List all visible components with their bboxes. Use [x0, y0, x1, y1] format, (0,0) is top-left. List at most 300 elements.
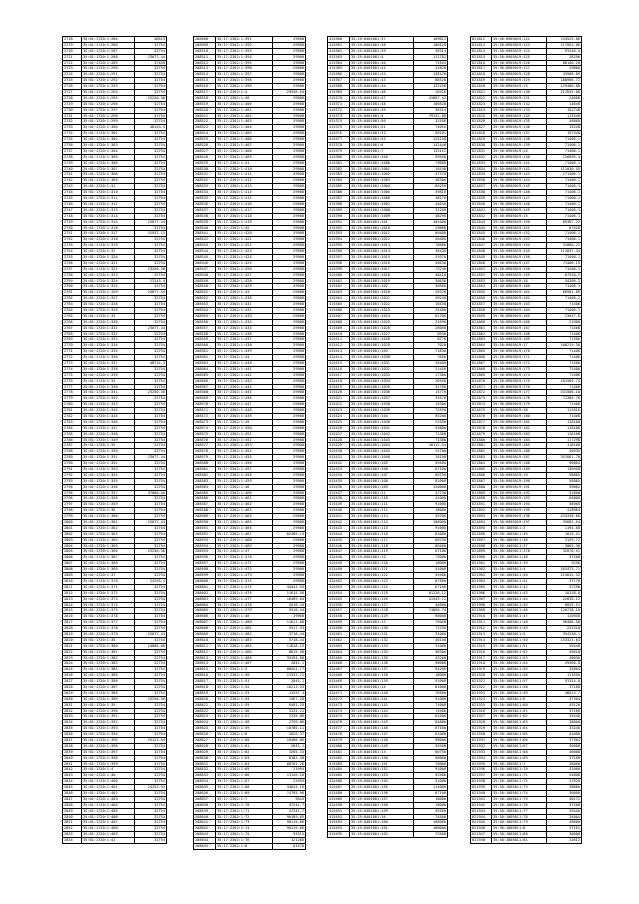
cadastral-value-cell: 29908	[273, 549, 306, 555]
cadastral-number-cell: 35:30:0905019:125	[492, 54, 547, 60]
cadastral-value-cell: 222310	[547, 626, 582, 632]
cadastral-number-cell: 35:30:0905019:126	[492, 60, 547, 66]
row-number-cell: 621812	[471, 37, 492, 43]
row-number-cell: 415483	[328, 761, 350, 767]
row-number-cell: 2788	[63, 449, 82, 455]
row-number-cell: 621898	[471, 543, 492, 549]
cadastral-value-cell: 32754	[135, 443, 167, 449]
cadastral-number-cell: 35:30:1005011:378	[492, 549, 547, 555]
cadastral-value-cell: 29908	[273, 48, 306, 54]
cadastral-value-cell: 32754	[135, 402, 167, 408]
row-number-cell: 2844	[63, 779, 82, 785]
cadastral-value-cell: 71406	[547, 372, 582, 378]
cadastral-value-cell: 29908	[273, 490, 306, 496]
row-number-cell: 2775	[63, 372, 82, 378]
row-number-cell: 2853	[63, 832, 82, 838]
cadastral-number-cell: 35:25:0401001:5	[350, 113, 414, 119]
cadastral-value-cell: 74500	[414, 814, 448, 820]
cadastral-number-cell: 35:17:2302:1:480	[216, 620, 273, 626]
cadastral-number-cell: 35:25:0401001:127	[350, 602, 414, 608]
row-number-cell: 415380	[328, 154, 350, 160]
cadastral-number-cell: 35:30:0905019:146	[492, 190, 547, 196]
row-number-cell: 2731	[63, 113, 82, 119]
row-number-cell: 2821	[63, 643, 82, 649]
cadastral-number-cell: 35:30:0905019:132	[492, 101, 547, 107]
row-number-cell: 621905	[471, 584, 492, 590]
row-number-cell: 621940	[471, 791, 492, 797]
cadastral-number-cell: 35:30:1005011:50	[492, 637, 547, 643]
cadastral-value-cell: 48515	[135, 37, 167, 43]
row-number-cell: 2728	[63, 95, 82, 101]
cadastral-number-cell: 35:17:2302:1:393	[216, 48, 273, 54]
row-number-cell: 621858	[471, 307, 492, 313]
row-number-cell: 208582	[194, 472, 216, 478]
cadastral-value-cell: 91000	[414, 679, 448, 685]
cadastral-number-cell: 35:01:1720:1:397	[82, 749, 135, 755]
cadastral-number-cell: 35:30:1005011:40	[492, 573, 547, 579]
cadastral-value-cell: 32754	[135, 213, 167, 219]
cadastral-number-cell: 35:01:1720:1:364	[82, 537, 135, 543]
cadastral-value-cell: 32754	[135, 720, 167, 726]
cadastral-value-cell: 67520	[547, 225, 582, 231]
row-number-cell: 208594	[194, 543, 216, 549]
cadastral-value-cell: 23250.36	[135, 696, 167, 702]
row-number-cell: 415381	[328, 160, 350, 166]
cadastral-number-cell: 35:30:1005011:51	[492, 643, 547, 649]
cadastral-number-cell: 35:17:2302:1:62	[216, 749, 273, 755]
cadastral-number-cell: 35:25:0401001:119	[350, 549, 414, 555]
cadastral-number-cell: 35:17:2302:1:477	[216, 596, 273, 602]
cadastral-number-cell: 35:01:1720:1:299	[82, 119, 135, 125]
row-number-cell: 2734	[63, 131, 82, 137]
row-number-cell: 2796	[63, 496, 82, 502]
row-number-cell: 415382	[328, 166, 350, 172]
cadastral-number-cell: 35:17:2302:1:391	[216, 37, 273, 43]
cadastral-number-cell: 35:30:1005011:46	[492, 608, 547, 614]
cadastral-number-cell: 35:25:0401001:146	[350, 726, 414, 732]
row-number-cell: 415374	[328, 119, 350, 125]
cadastral-value-cell: 29908	[273, 455, 306, 461]
cadastral-number-cell: 35:30:0905019:184	[492, 437, 547, 443]
row-number-cell: 2832	[63, 708, 82, 714]
row-number-cell: 2834	[63, 720, 82, 726]
row-number-cell: 208567	[194, 384, 216, 390]
cadastral-value-cell: 120000	[414, 484, 448, 490]
cadastral-value-cell: 11611.08	[273, 620, 306, 626]
cadastral-value-cell: 8182.38	[273, 755, 306, 761]
row-number-cell: 2851	[63, 820, 82, 826]
row-number-cell: 208640	[194, 814, 216, 820]
cadastral-number-cell: 35:25:0401001:126	[350, 596, 414, 602]
cadastral-number-cell: 35:17:2302:1:430	[216, 296, 273, 302]
cadastral-value-cell: 29908	[273, 525, 306, 531]
cadastral-value-cell: 29908	[273, 225, 306, 231]
row-number-cell: 208559	[194, 337, 216, 343]
row-number-cell: 415431	[328, 455, 350, 461]
cadastral-number-cell: 35:25:0401001:1038	[350, 402, 414, 408]
row-number-cell: 621817	[471, 66, 492, 72]
row-number-cell: 415417	[328, 372, 350, 378]
cadastral-value-cell: 118108	[547, 425, 582, 431]
row-number-cell: 208543	[194, 243, 216, 249]
cadastral-value-cell: 51800	[547, 490, 582, 496]
cadastral-number-cell: 35:30:0905019:187	[492, 455, 547, 461]
row-number-cell: 208615	[194, 667, 216, 673]
cadastral-number-cell: 35:17:2302:1:46	[216, 484, 273, 490]
row-number-cell: 415488	[328, 791, 350, 797]
row-number-cell: 415377	[328, 137, 350, 143]
cadastral-value-cell: 32754	[135, 90, 167, 96]
cadastral-value-cell: 37200	[547, 802, 582, 808]
cadastral-value-cell: 18000	[414, 673, 448, 679]
cadastral-value-cell: 57298	[547, 584, 582, 590]
row-number-cell: 415405	[328, 302, 350, 308]
cadastral-value-cell: 123158	[414, 137, 448, 143]
cadastral-value-cell: 32754	[135, 820, 167, 826]
cadastral-number-cell: 35:01:1720:1:320	[82, 254, 135, 260]
cadastral-number-cell: 35:17:2302:1:469	[216, 543, 273, 549]
cadastral-number-cell: 35:17:2302:1:461	[216, 496, 273, 502]
cadastral-number-cell: 35:25:0401001:135	[350, 655, 414, 661]
cadastral-value-cell: 115642.32	[547, 573, 582, 579]
cadastral-number-cell: 35:17:2302:1:432	[216, 307, 273, 313]
row-number-cell: 415414	[328, 355, 350, 361]
cadastral-value-cell: 36630	[414, 260, 448, 266]
cadastral-value-cell: 29908	[273, 243, 306, 249]
cadastral-number-cell: 35:30:0905019:144	[492, 178, 547, 184]
cadastral-number-cell: 35:30:0905019:180	[492, 414, 547, 420]
row-number-cell: 2762	[63, 296, 82, 302]
row-number-cell: 2806	[63, 555, 82, 561]
cadastral-number-cell: 35:25:0401001:13	[350, 620, 414, 626]
cadastral-number-cell: 35:01:1720:1:289	[82, 60, 135, 66]
cadastral-value-cell: 61578	[273, 844, 306, 850]
cadastral-value-cell: 71380	[414, 431, 448, 437]
cadastral-number-cell: 35:25:0401001:1022	[350, 302, 414, 308]
cadastral-number-cell: 35:17:2302:1:454	[216, 449, 273, 455]
row-number-cell: 415447	[328, 549, 350, 555]
cadastral-number-cell: 35:30:1005011:35	[492, 531, 547, 537]
row-number-cell: 415455	[328, 596, 350, 602]
row-number-cell: 208537	[194, 207, 216, 213]
cadastral-number-cell: 35:01:1720:1:360	[82, 514, 135, 520]
cadastral-number-cell: 35:25:0401001:4	[350, 54, 414, 60]
cadastral-value-cell: 58885	[547, 478, 582, 484]
row-number-cell: 2719	[63, 42, 82, 48]
cadastral-number-cell: 35:25:0401001:160	[350, 820, 414, 826]
cadastral-value-cell: 32754	[135, 514, 167, 520]
cadastral-number-cell: 35:30:1005011:75	[492, 796, 547, 802]
cadastral-number-cell: 35:25:0401001:116	[350, 531, 414, 537]
cadastral-number-cell: 35:17:2302:1:456	[216, 461, 273, 467]
cadastral-number-cell: 35:25:0401001:43	[350, 78, 414, 84]
cadastral-value-cell: 80541.77	[273, 667, 306, 673]
cadastral-number-cell: 35:25:0401001:40	[350, 60, 414, 66]
cadastral-value-cell: 40100	[414, 637, 448, 643]
cadastral-number-cell: 35:30:0905019:151	[492, 225, 547, 231]
cadastral-number-cell: 35:17:2302:1:420	[216, 231, 273, 237]
cadastral-value-cell: 29908	[273, 307, 306, 313]
cadastral-value-cell: 79132.88	[414, 113, 448, 119]
cadastral-number-cell: 35:17:2302:1:433	[216, 313, 273, 319]
cadastral-number-cell: 35:30:1005011:68	[492, 749, 547, 755]
cadastral-number-cell: 35:17:2302:1:468	[216, 537, 273, 543]
row-number-cell: 415451	[328, 573, 350, 579]
cadastral-value-cell: 32754	[135, 313, 167, 319]
row-number-cell: 208530	[194, 166, 216, 172]
cadastral-value-cell: 26460	[414, 237, 448, 243]
cadastral-number-cell: 35:01:1720:1:37	[82, 573, 135, 579]
cadastral-value-cell: 29908	[273, 484, 306, 490]
row-number-cell: 208560	[194, 343, 216, 349]
row-number-cell: 415457	[328, 608, 350, 614]
cadastral-value-cell: 3265.33	[273, 749, 306, 755]
cadastral-value-cell: 58000	[414, 755, 448, 761]
row-number-cell: 208551	[194, 290, 216, 296]
cadastral-number-cell: 35:30:0905019:16	[492, 278, 547, 284]
cadastral-number-cell: 35:01:1720:1:349	[82, 437, 135, 443]
cadastral-value-cell: 32754	[135, 537, 167, 543]
row-number-cell: 621870	[471, 378, 492, 384]
row-number-cell: 208550	[194, 284, 216, 290]
row-number-cell: 208512	[194, 60, 216, 66]
row-number-cell: 2784	[63, 425, 82, 431]
cadastral-number-cell: 35:25:0401001:1000	[350, 160, 414, 166]
cadastral-value-cell: 82489.14	[273, 531, 306, 537]
cadastral-number-cell: 35:30:0905019:176	[492, 384, 547, 390]
cadastral-value-cell: 32754	[135, 496, 167, 502]
cadastral-value-cell: 59882	[547, 484, 582, 490]
cadastral-number-cell: 35:17:2302:1:395	[216, 60, 273, 66]
cadastral-value-cell: 28000	[547, 761, 582, 767]
cadastral-value-cell: 21994	[273, 767, 306, 773]
row-number-cell: 2754	[63, 249, 82, 255]
cadastral-value-cell: 29908	[273, 366, 306, 372]
cadastral-value-cell: 21900	[547, 319, 582, 325]
row-number-cell: 415492	[328, 814, 350, 820]
cadastral-number-cell: 35:30:1005011:6	[492, 696, 547, 702]
cadastral-value-cell: 32754	[135, 773, 167, 779]
cadastral-value-cell: 29908	[273, 461, 306, 467]
cadastral-number-cell: 35:17:2302:1:467	[216, 531, 273, 537]
cadastral-number-cell: 35:17:2302:1:419	[216, 219, 273, 225]
cadastral-value-cell: 29908	[273, 384, 306, 390]
cadastral-value-cell: 29908	[273, 72, 306, 78]
cadastral-number-cell: 35:17:2302:1:69	[216, 791, 273, 797]
cadastral-number-cell: 35:25:0401001:11	[350, 490, 414, 496]
row-number-cell: 415486	[328, 779, 350, 785]
cadastral-value-cell: 71406	[547, 366, 582, 372]
cadastral-number-cell: 35:30:0905019:14	[492, 148, 547, 154]
cadastral-number-cell: 35:25:0401001:124	[350, 584, 414, 590]
cadastral-value-cell: 29908	[273, 166, 306, 172]
cadastral-value-cell: 152748	[547, 107, 582, 113]
row-number-cell: 208552	[194, 296, 216, 302]
row-number-cell: 208556	[194, 319, 216, 325]
row-number-cell: 2723	[63, 66, 82, 72]
cadastral-number-cell: 35:25:0401001:122	[350, 573, 414, 579]
cadastral-value-cell: 36000	[547, 743, 582, 749]
row-number-cell: 621931	[471, 737, 492, 743]
cadastral-value-cell: 24888.66	[135, 643, 167, 649]
cadastral-value-cell: 29908	[273, 520, 306, 526]
cadastral-number-cell: 35:01:1720:1:365	[82, 543, 135, 549]
cadastral-value-cell: 29908	[273, 378, 306, 384]
cadastral-value-cell: 23077.44	[135, 290, 167, 296]
row-number-cell: 208627	[194, 737, 216, 743]
row-number-cell: 208532	[194, 178, 216, 184]
cadastral-number-cell: 35:25:0401001:139	[350, 679, 414, 685]
cadastral-number-cell: 35:01:1720:1:401	[82, 785, 135, 791]
cadastral-value-cell: 29908	[273, 95, 306, 101]
cadastral-value-cell: 100219.36	[547, 343, 582, 349]
cadastral-value-cell: 29908	[273, 249, 306, 255]
cadastral-number-cell: 35:01:1720:1:339	[82, 372, 135, 378]
cadastral-value-cell: 90101	[414, 131, 448, 137]
cadastral-value-cell: 26050	[414, 325, 448, 331]
cadastral-number-cell: 35:30:0905019:182	[492, 425, 547, 431]
cadastral-value-cell: 23077.44	[135, 54, 167, 60]
row-number-cell: 415410	[328, 331, 350, 337]
cadastral-number-cell: 35:01:1720:1:287	[82, 48, 135, 54]
row-number-cell: 2771	[63, 349, 82, 355]
row-number-cell: 621844	[471, 225, 492, 231]
cadastral-number-cell: 35:25:0401001:1028	[350, 337, 414, 343]
row-number-cell: 208606	[194, 614, 216, 620]
row-number-cell: 208522	[194, 119, 216, 125]
cadastral-value-cell: 28318	[414, 90, 448, 96]
cadastral-value-cell: 29908	[273, 319, 306, 325]
cadastral-number-cell: 35:25:0401001:1026	[350, 325, 414, 331]
cadastral-number-cell: 35:30:0905019:128	[492, 72, 547, 78]
cadastral-value-cell: 71406.1	[547, 266, 582, 272]
cadastral-value-cell: 117052.06	[547, 42, 582, 48]
cadastral-number-cell: 35:25:0401001:100	[350, 154, 414, 160]
row-number-cell: 2743	[63, 184, 82, 190]
row-number-cell: 208541	[194, 231, 216, 237]
row-number-cell: 208557	[194, 325, 216, 331]
cadastral-value-cell: 29908	[273, 372, 306, 378]
cadastral-value-cell: 95200	[414, 414, 448, 420]
cadastral-value-cell: 32754	[135, 779, 167, 785]
row-number-cell: 2847	[63, 796, 82, 802]
cadastral-number-cell: 35:25:0401001:131	[350, 631, 414, 637]
cadastral-number-cell: 35:17:2302:1:416	[216, 201, 273, 207]
cadastral-value-cell: 55440	[547, 643, 582, 649]
cadastral-number-cell: 35:01:1720:1:338	[82, 366, 135, 372]
cadastral-value-cell: 13126.16	[273, 773, 306, 779]
row-number-cell: 415423	[328, 408, 350, 414]
cadastral-value-cell: 29908	[273, 219, 306, 225]
cadastral-value-cell: 48030	[547, 655, 582, 661]
cadastral-value-cell: 94200	[414, 667, 448, 673]
cadastral-value-cell: 29908	[273, 331, 306, 337]
cadastral-number-cell: 35:25:0401001:1020	[350, 290, 414, 296]
cadastral-number-cell: 35:25:0401001:1039	[350, 408, 414, 414]
cadastral-value-cell: 58985	[547, 502, 582, 508]
row-number-cell: 621833	[471, 160, 492, 166]
row-number-cell: 208564	[194, 366, 216, 372]
cadastral-number-cell: 35:01:1720:1:370	[82, 578, 135, 584]
cadastral-number-cell: 35:17:2302:1:410	[216, 166, 273, 172]
cadastral-value-cell: 60750	[414, 749, 448, 755]
cadastral-number-cell: 35:25:0401001:6	[350, 143, 414, 149]
row-number-cell: 415393	[328, 231, 350, 237]
cadastral-value-cell: 41807.42	[414, 95, 448, 101]
cadastral-number-cell: 35:17:2302:1:428	[216, 278, 273, 284]
cadastral-number-cell: 35:17:2302:1:50	[216, 673, 273, 679]
cadastral-number-cell: 35:25:0401001:1030	[350, 355, 414, 361]
cadastral-number-cell: 35:25:0401001:132	[350, 637, 414, 643]
cadastral-value-cell: 34200.3	[547, 278, 582, 284]
row-number-cell: 208596	[194, 555, 216, 561]
row-number-cell: 2745	[63, 196, 82, 202]
row-number-cell: 415379	[328, 148, 350, 154]
row-number-cell: 415369	[328, 90, 350, 96]
cadastral-number-cell: 35:30:1005011:39	[492, 561, 547, 567]
cadastral-value-cell: 434338.68	[547, 514, 582, 520]
row-number-cell: 621929	[471, 726, 492, 732]
row-number-cell: 2776	[63, 378, 82, 384]
row-number-cell: 415360	[328, 37, 350, 43]
row-number-cell: 415392	[328, 225, 350, 231]
cadastral-number-cell: 35:01:1720:1:318	[82, 237, 135, 243]
cadastral-number-cell: 35:30:0905019:195	[492, 508, 547, 514]
row-number-cell: 415403	[328, 290, 350, 296]
row-number-cell: 415389	[328, 207, 350, 213]
cadastral-number-cell: 35:30:1005011:80	[492, 832, 547, 838]
row-number-cell: 415424	[328, 414, 350, 420]
cadastral-value-cell: 32760	[414, 384, 448, 390]
row-number-cell: 415408	[328, 319, 350, 325]
row-number-cell: 621872	[471, 390, 492, 396]
row-number-cell: 208565	[194, 372, 216, 378]
cadastral-value-cell: 29908	[273, 143, 306, 149]
row-number-cell: 621923	[471, 690, 492, 696]
cadastral-number-cell: 35:01:1720:1:404	[82, 802, 135, 808]
row-number-cell: 2792	[63, 472, 82, 478]
row-number-cell: 415406	[328, 307, 350, 313]
cadastral-value-cell: 32754	[135, 72, 167, 78]
cadastral-number-cell: 35:30:1005011:4	[492, 567, 547, 573]
row-number-cell: 415412	[328, 343, 350, 349]
cadastral-value-cell: 44640	[414, 201, 448, 207]
cadastral-value-cell: 106000	[414, 520, 448, 526]
data-table-1	[62, 36, 167, 844]
row-number-cell: 208549	[194, 278, 216, 284]
cadastral-number-cell: 35:01:1720:1:322	[82, 266, 135, 272]
cadastral-number-cell: 35:01:1720:1:354	[82, 472, 135, 478]
cadastral-value-cell: 87500	[414, 578, 448, 584]
row-number-cell: 621840	[471, 201, 492, 207]
row-number-cell: 2828	[63, 684, 82, 690]
cadastral-number-cell: 35:30:1005011:79	[492, 820, 547, 826]
cadastral-number-cell: 35:17:2302:1:437	[216, 337, 273, 343]
cadastral-number-cell: 35:17:2302:1:425	[216, 260, 273, 266]
cadastral-number-cell: 35:17:2302:1:47	[216, 549, 273, 555]
cadastral-number-cell: 35:25:0401001:138	[350, 673, 414, 679]
row-number-cell: 208638	[194, 802, 216, 808]
row-number-cell: 208629	[194, 749, 216, 755]
cadastral-value-cell: 29908	[273, 402, 306, 408]
cadastral-value-cell: 32754	[135, 596, 167, 602]
cadastral-value-cell: 36314	[414, 107, 448, 113]
row-number-cell: 415459	[328, 620, 350, 626]
cadastral-number-cell: 35:30:1005011:49	[492, 626, 547, 632]
cadastral-number-cell: 35:01:1720:1:304	[82, 148, 135, 154]
row-number-cell: 415421	[328, 396, 350, 402]
cadastral-number-cell: 35:01:1720:1:306	[82, 160, 135, 166]
